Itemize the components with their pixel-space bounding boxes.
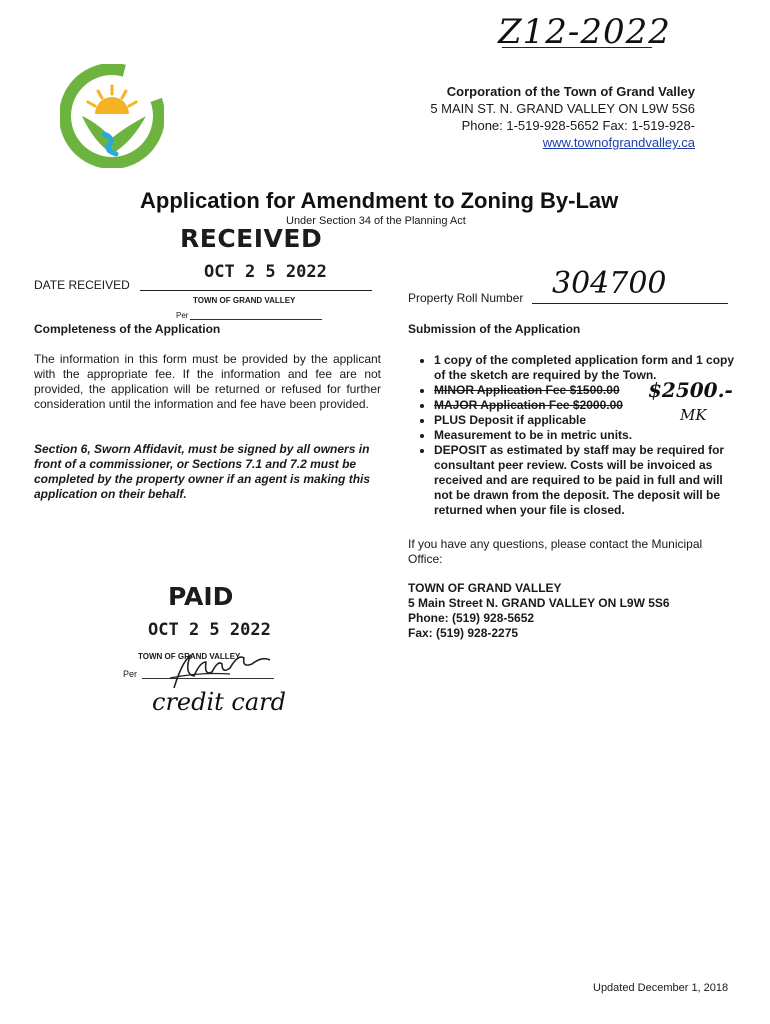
completeness-heading: Completeness of the Application <box>34 322 221 336</box>
affidavit-note: Section 6, Sworn Affidavit, must be signed by all owners in front of a commissioner, or Sections 7.1 and 7.2 must be completed by the property owner if an agent is making this application on their behalf. <box>34 442 371 501</box>
date-received-label: DATE RECEIVED <box>34 278 130 292</box>
org-address: 5 MAIN ST. N. GRAND VALLEY ON L9W 5S6 <box>430 101 695 116</box>
page-subtitle: Under Section 34 of the Planning Act <box>286 215 466 227</box>
org-name: Corporation of the Town of Grand Valley <box>446 84 695 99</box>
org-website-link[interactable]: www.townofgrandvalley.ca <box>542 135 695 150</box>
submission-heading: Submission of the Application <box>408 322 581 336</box>
contact-fax: Fax: (519) 928-2275 <box>408 626 519 640</box>
submission-item-major-fee: • MAJOR Application Fee $2000.00 <box>434 398 738 413</box>
contact-name: TOWN OF GRAND VALLEY <box>408 581 562 595</box>
submission-item-peer-review: • DEPOSIT as estimated by staff may be required for consultant peer review. Costs will be invoiced as received and are required to be paid in full and will not be drawn from the deposit. The deposit will be returned when your file is closed. <box>434 443 738 518</box>
received-stamp-per: Per <box>176 311 189 320</box>
received-stamp-town: TOWN OF GRAND VALLEY <box>193 296 296 305</box>
received-per-line <box>190 319 322 320</box>
received-stamp-date: OCT 2 5 2022 <box>204 262 327 282</box>
org-header <box>330 83 695 151</box>
initials-handwritten: MK <box>680 406 707 424</box>
submission-item-minor-fee: • MINOR Application Fee $1500.00 <box>434 383 738 398</box>
submission-item-deposit: • PLUS Deposit if applicable <box>434 413 738 428</box>
paid-stamp-date: OCT 2 5 2022 <box>148 620 271 640</box>
paid-stamp-word: PAID <box>168 582 234 611</box>
roll-number-line <box>532 303 728 304</box>
contact-address: 5 Main Street N. GRAND VALLEY ON L9W 5S6 <box>408 596 670 610</box>
paid-stamp-town: TOWN OF GRAND VALLEY <box>138 652 241 661</box>
fee-annotation-handwritten: $2500.- <box>648 378 733 402</box>
org-phone: Phone: 1-519-928-5652 Fax: 1-519-928- <box>461 118 695 133</box>
received-stamp-word: RECEIVED <box>180 224 323 253</box>
questions-text: If you have any questions, please contact the Municipal Office: <box>408 537 703 566</box>
submission-item-metric: • Measurement to be in metric units. <box>434 428 738 443</box>
roll-number-value: 304700 <box>552 266 667 301</box>
file-number-underline <box>502 47 652 48</box>
submission-item-copies: • 1 copy of the completed application form and 1 copy of the sketch are required by the Town. <box>434 353 738 383</box>
contact-block <box>408 581 670 641</box>
payment-note-handwritten: credit card <box>152 688 287 716</box>
contact-phone: Phone: (519) 928-5652 <box>408 611 535 625</box>
updated-footer: Updated December 1, 2018 <box>593 982 729 994</box>
date-received-line <box>140 290 372 291</box>
town-logo <box>60 64 164 168</box>
paid-stamp-per: Per <box>123 669 138 679</box>
file-number-handwritten: Z12-2022 <box>498 12 671 52</box>
completeness-paragraph: The information in this form must be provided by the applicant with the appropriate fee. If the information and fee are not provided, the application will be returned or refused for further consideration until the information and fee have been provided. <box>34 352 381 411</box>
page-title: Application for Amendment to Zoning By-Law <box>140 188 619 213</box>
roll-number-label: Property Roll Number <box>408 291 524 305</box>
